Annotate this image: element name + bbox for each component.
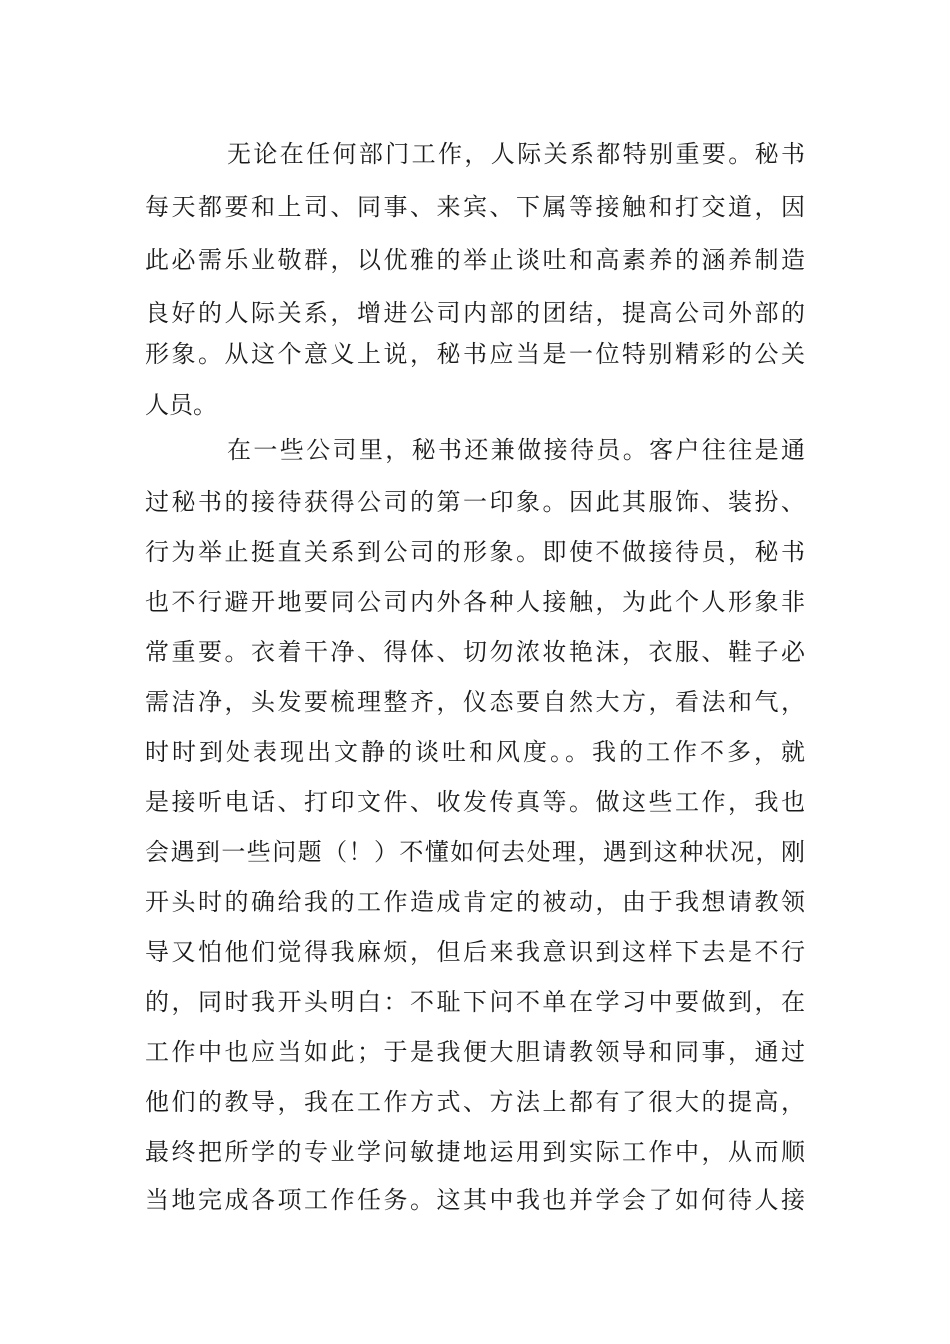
paragraph-2-line-8: 是接听电话、打印文件、收发传真等。做这些工作，我也 [145, 788, 805, 816]
paragraph-2-line-9: 会遇到一些问题（！）不懂如何去处理，遇到这种状况，刚 [145, 838, 805, 866]
paragraph-1-line-5: 形象。从这个意义上说，秘书应当是一位特别精彩的公关 [145, 340, 805, 368]
paragraph-2-line-11: 导又怕他们觉得我麻烦，但后来我意识到这样下去是不行 [145, 938, 805, 966]
paragraph-2-line-7: 时时到处表现出文静的谈吐和风度。。我的工作不多，就 [145, 738, 805, 766]
paragraph-2-line-6: 需洁净，头发要梳理整齐，仪态要自然大方，看法和气， [145, 688, 805, 716]
paragraph-1-line-3: 此必需乐业敬群，以优雅的举止谈吐和高素养的涵养制造 [145, 246, 805, 274]
paragraph-2-line-13: 工作中也应当如此；于是我便大胆请教领导和同事，通过 [145, 1038, 805, 1066]
paragraph-1-line-2: 每天都要和上司、同事、来宾、下属等接触和打交道，因 [145, 193, 805, 221]
paragraph-2-line-15: 最终把所学的专业学问敏捷地运用到实际工作中，从而顺 [145, 1138, 805, 1166]
paragraph-2-line-2: 过秘书的接待获得公司的第一印象。因此其服饰、装扮、 [145, 488, 805, 516]
paragraph-2-line-14: 他们的教导，我在工作方式、方法上都有了很大的提高， [145, 1088, 805, 1116]
paragraph-2-line-16: 当地完成各项工作任务。这其中我也并学会了如何待人接 [145, 1186, 805, 1214]
paragraph-2-line-5: 常重要。衣着干净、得体、切勿浓妆艳沫，衣服、鞋子必 [145, 638, 805, 666]
paragraph-2-line-10: 开头时的确给我的工作造成肯定的被动，由于我想请教领 [145, 888, 805, 916]
paragraph-2-line-3: 行为举止挺直关系到公司的形象。即使不做接待员，秘书 [145, 538, 805, 566]
paragraph-1-line-1: 无论在任何部门工作，人际关系都特别重要。秘书 [227, 140, 805, 168]
paragraph-1-line-4: 良好的人际关系，增进公司内部的团结，提高公司外部的 [145, 299, 805, 327]
paragraph-2-line-1: 在一些公司里，秘书还兼做接待员。客户往往是通 [227, 436, 805, 464]
paragraph-2-line-12: 的，同时我开头明白：不耻下问不单在学习中要做到，在 [145, 988, 805, 1016]
paragraph-1-line-6: 人员。 [145, 391, 217, 419]
paragraph-2-line-4: 也不行避开地要同公司内外各种人接触，为此个人形象非 [145, 588, 805, 616]
